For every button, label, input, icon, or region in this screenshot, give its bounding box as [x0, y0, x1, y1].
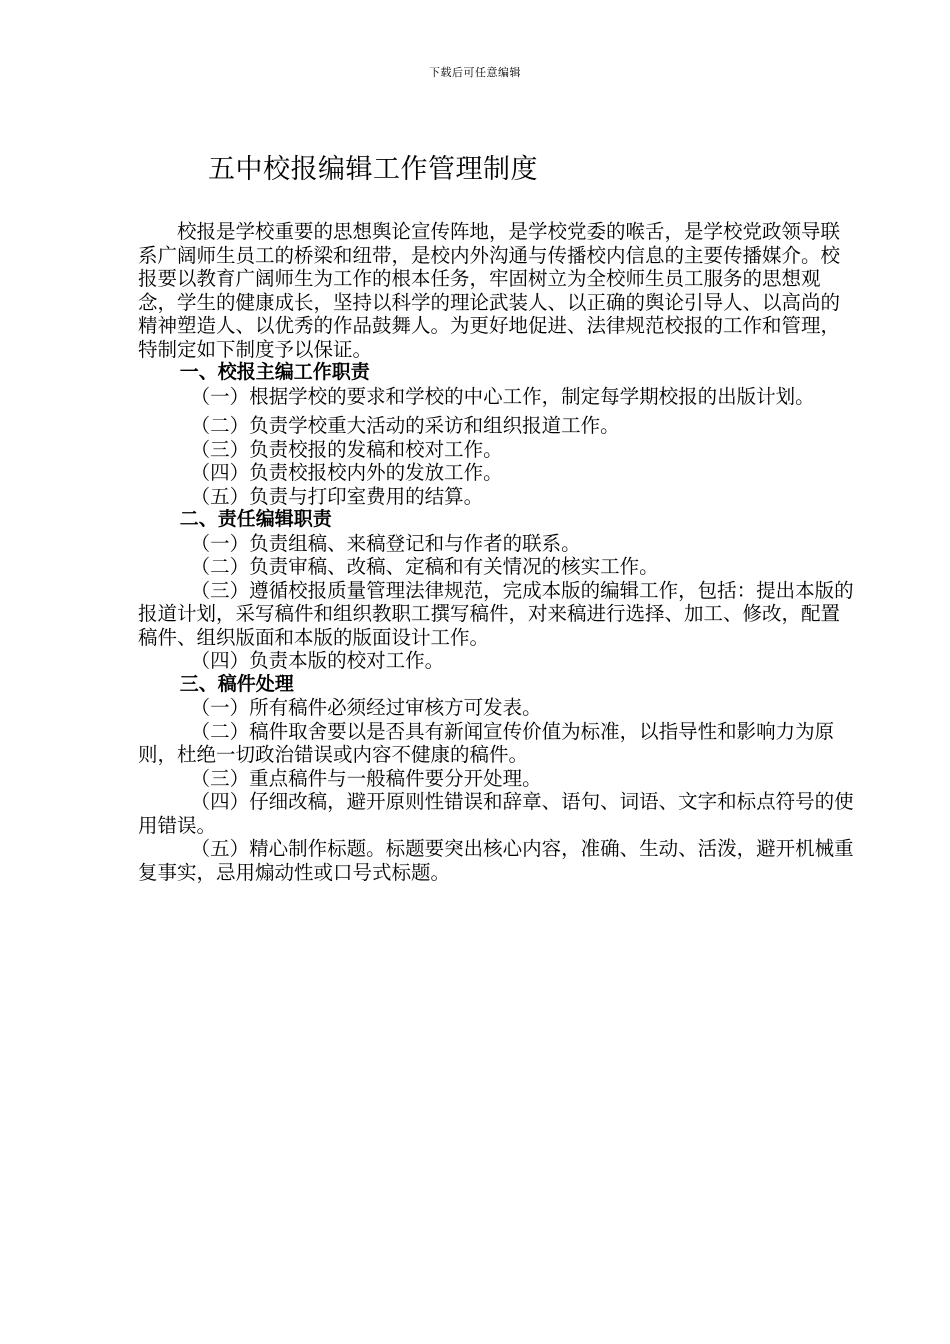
section-2-item-1: （一）负责组稿、来稿登记和与作者的联系。 — [190, 531, 581, 555]
section-heading-3: 三、稿件处理 — [179, 672, 294, 695]
document-title: 五中校报编辑工作管理制度 — [208, 154, 538, 185]
section-2-item-2: （二）负责审稿、改稿、定稿和有关情况的核实工作。 — [190, 555, 659, 578]
section-3-item-3: （三）重点稿件与一般稿件要分开处理。 — [190, 766, 542, 790]
section-1-item-4: （四）负责校报校内外的发放工作。 — [190, 461, 503, 484]
section-1-item-5: （五）负责与打印室费用的结算。 — [190, 484, 484, 508]
section-3-item-2: （二）稿件取舍要以是否具有新闻宣传价值为标准，以指导性和影响力为原则，杜绝一切政治错误或内容不健康的稿件。 — [138, 719, 835, 766]
section-1-item-1: （一）根据学校的要求和学校的中心工作，制定每学期校报的出版计划。 — [190, 384, 815, 408]
section-heading-1: 一、校报主编工作职责 — [179, 361, 370, 383]
document-body — [138, 220, 854, 884]
section-heading-2: 二、责任编辑职责 — [179, 508, 332, 530]
section-3-item-4: （四）仔细改稿，避开原则性错误和辞章、语句、词语、文字和标点符号的使用错误。 — [138, 790, 854, 837]
header-note: 下载后可任意编辑 — [429, 66, 521, 79]
section-3-item-1: （一）所有稿件必须经过审核方可发表。 — [190, 696, 542, 719]
section-2-item-4: （四）负责本版的校对工作。 — [190, 649, 445, 672]
section-1-item-3: （三）负责校报的发稿和校对工作。 — [190, 437, 503, 461]
intro-paragraph: 校报是学校重要的思想舆论宣传阵地，是学校党委的喉舌，是学校党政领导联系广阔师生员工的桥梁和纽带，是校内外沟通与传播校内信息的主要传播媒介。校报要以教育广阔师生为工作的根本任务，牢固树立为全校师生员工服务的思想观念，学生的健康成长，坚持以科学的理论武装人、以正确的舆论引导人、以高尚的精神塑造人、以优秀的作品鼓舞人。为更好地促进、法律规范校报的工作和管理，特制定如下制度予以保证。 — [138, 220, 841, 361]
section-1-item-2: （二）负责学校重大活动的采访和组织报道工作。 — [190, 414, 620, 437]
section-2-item-3: （三）遵循校报质量管理法律规范，完成本版的编辑工作，包括：提出本版的报道计划，采写稿件和组织教职工撰写稿件，对来稿进行选择、加工、修改，配置稿件、组织版面和本版的版面设计工作。 — [138, 578, 854, 649]
section-3-item-5: （五）精心制作标题。标题要突出核心内容，准确、生动、活泼，避开机械重复事实，忌用煽动性或口号式标题。 — [138, 837, 854, 884]
